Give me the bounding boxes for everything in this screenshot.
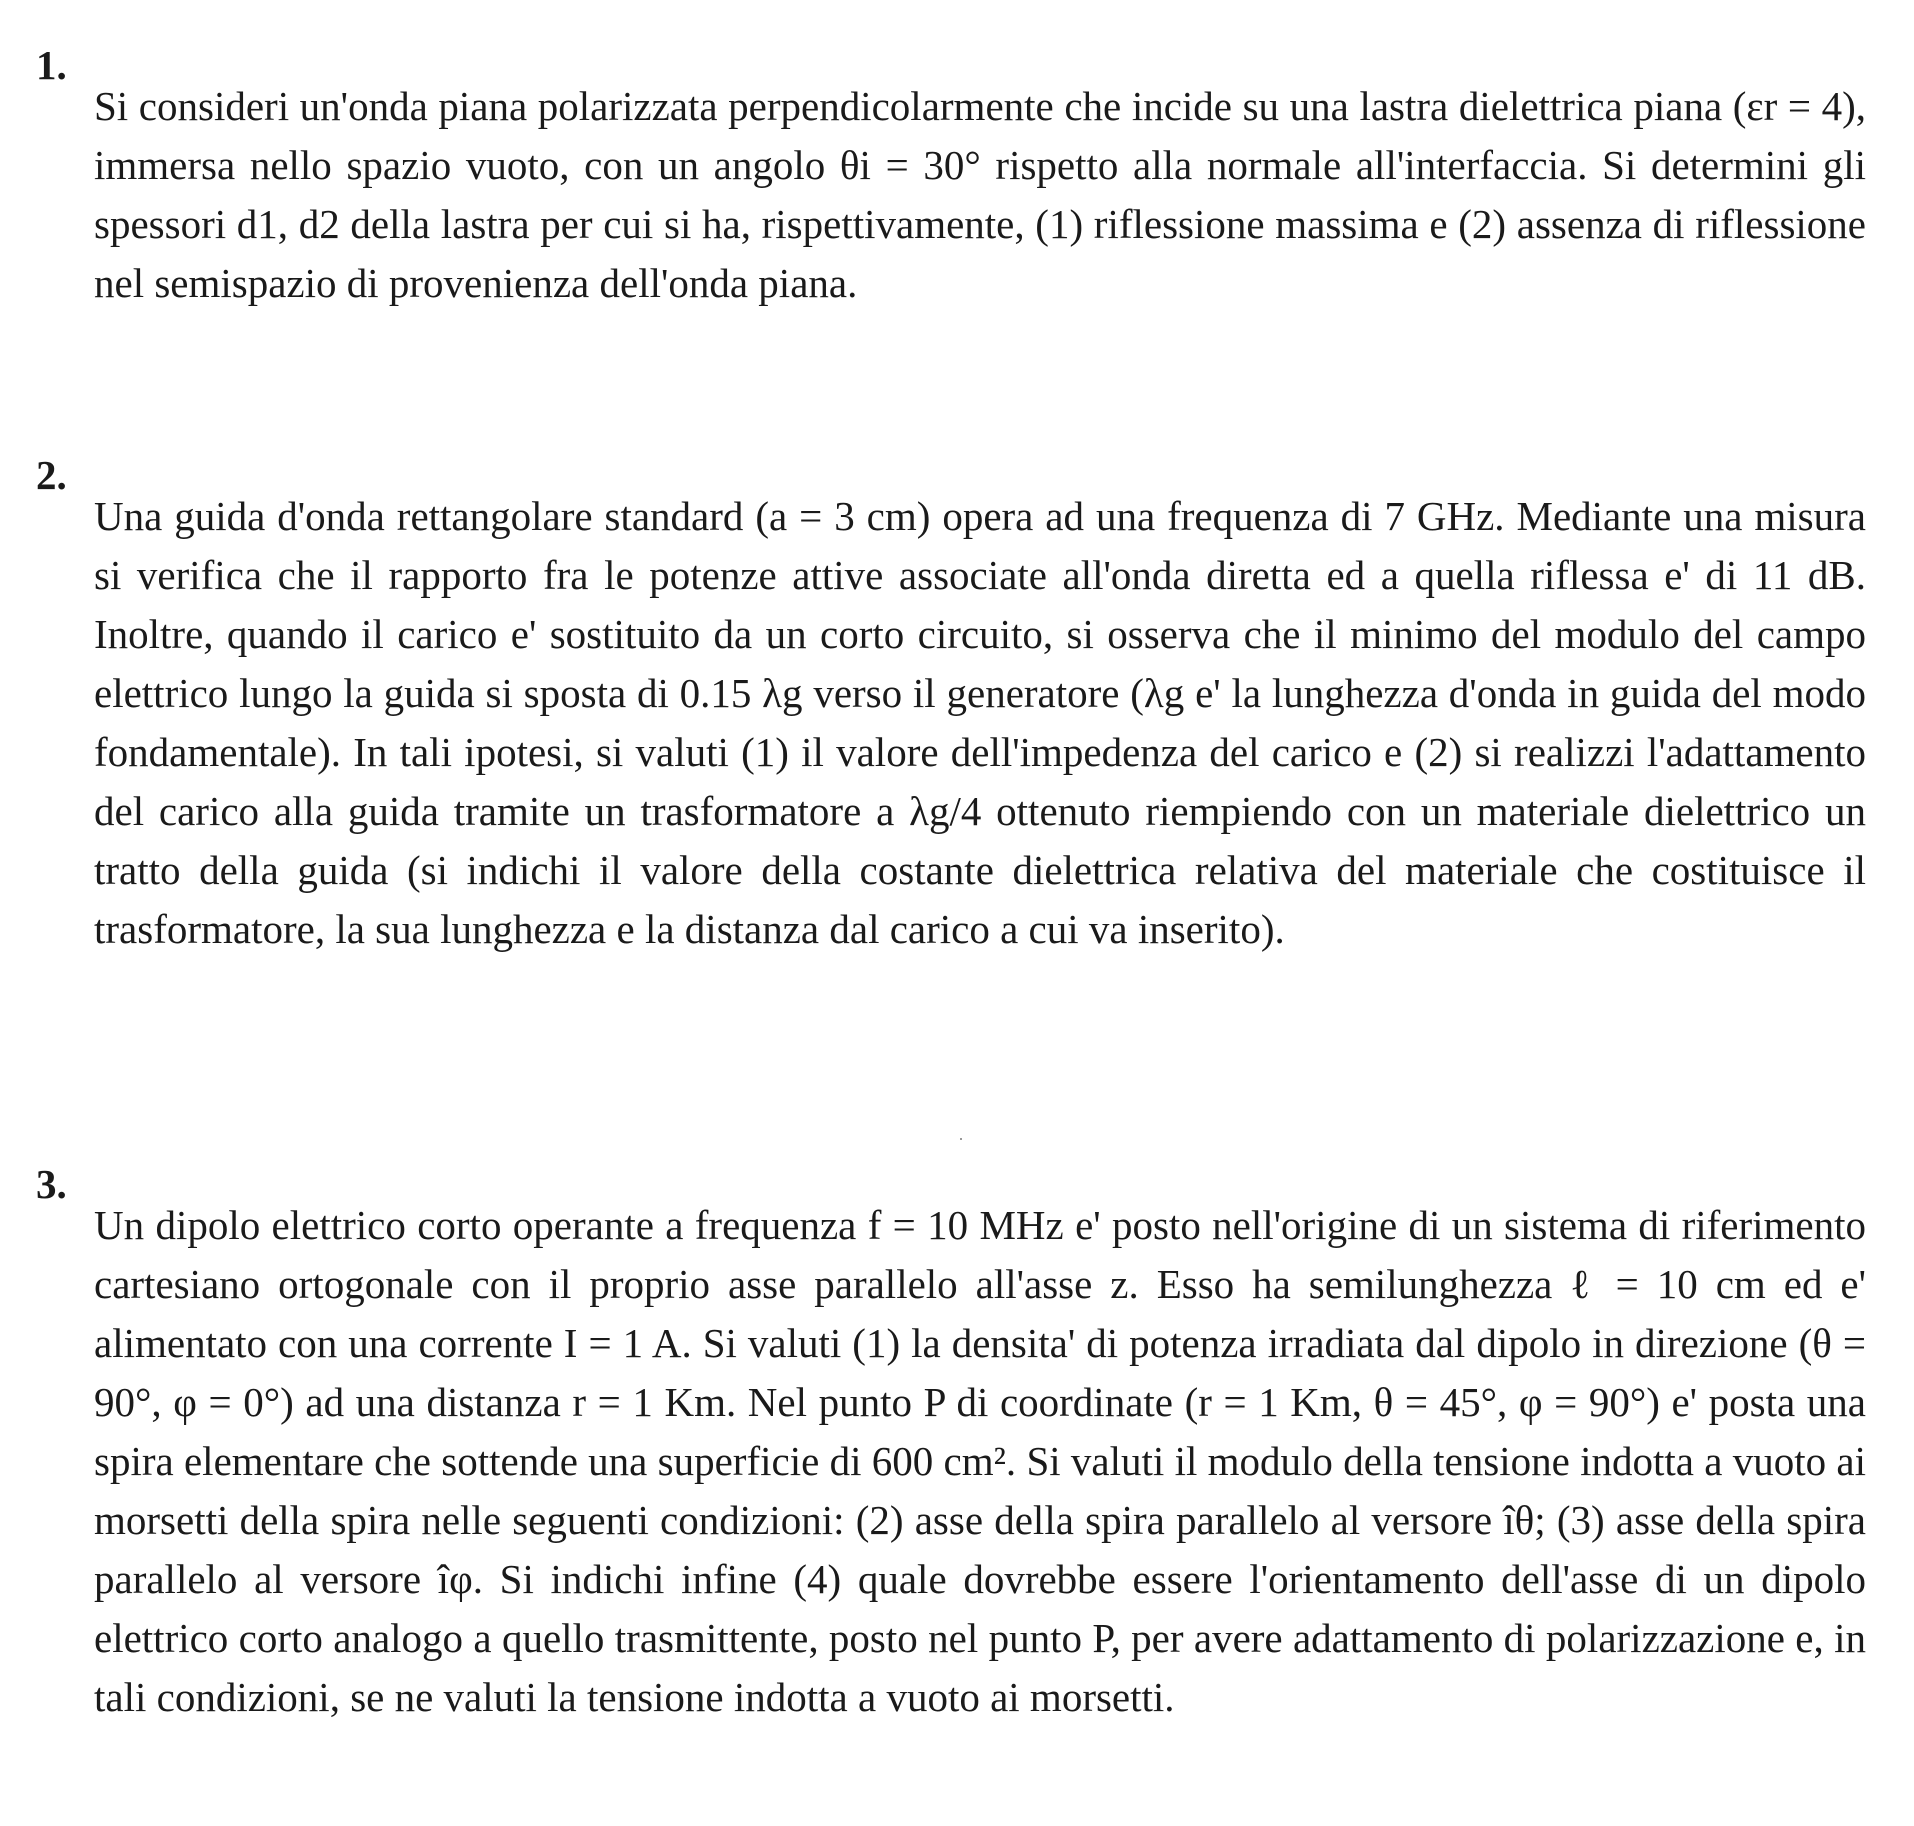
problem-text: Si consideri un'onda piana polarizzata perpendicolarmente che incide su una lastra dielettrica piana (εr = 4), immersa nello spazio vuoto, con un angolo θi = 30° rispetto alla normale all'interfaccia. Si determini gli spessori d1, d2 della lastra per cui si ha, rispettivamente, (1) riflessione massima e (2) assenza di riflessione nel semispazio di provenienza dell'onda piana. (94, 83, 1866, 306)
problem-number: 1. (36, 42, 67, 88)
scan-speck (960, 1138, 962, 1140)
problem-1 (36, 36, 1866, 354)
problem-text: Un dipolo elettrico corto operante a frequenza f = 10 MHz e' posto nell'origine di un sistema di riferimento cartesiano ortogonale con il proprio asse parallelo all'asse z. Esso ha semilunghezza ℓ = 10 cm ed e' alimentato con una corrente I = 1 A. Si valuti (1) la densita' di potenza irradiata dal dipolo in direzione (θ = 90°, φ = 0°) ad una distanza r = 1 Km. Nel punto P di coordinate (r = 1 Km, θ = 45°, φ = 90°) e' posta una spira elementare che sottende una superficie di 600 cm². Si valuti il modulo della tensione indotta a vuoto ai morsetti della spira nelle seguenti condizioni: (2) asse della spira parallelo al versore îθ; (3) asse della spira parallelo al versore îφ. Si indichi infine (4) quale dovrebbe essere l'orientamento dell'asse di un dipolo elettrico corto analogo a quello trasmittente, posto nel punto P, per avere adattamento di polarizzazione e, in tali condizioni, se ne valuti la tensione indotta a vuoto ai morsetti. (94, 1202, 1866, 1720)
problem-number: 2. (36, 452, 67, 498)
problem-number: 3. (36, 1161, 67, 1207)
problem-text: Una guida d'onda rettangolare standard (a = 3 cm) opera ad una frequenza di 7 GHz. Mediante una misura si verifica che il rapporto fra le potenze attive associate all'onda diretta ed a quella riflessa e' di 11 dB. Inoltre, quando il carico e' sostituito da un corto circuito, si osserva che il minimo del modulo del campo elettrico lungo la guida si sposta di 0.15 λg verso il generatore (λg e' la lunghezza d'onda in guida del modo fondamentale). In tali ipotesi, si valuti (1) il valore dell'impedenza del carico e (2) si realizzi l'adattamento del carico alla guida tramite un trasformatore a λg/4 ottenuto riempiendo con un materiale dielettrico un tratto della guida (si indichi il valore della costante dielettrica relativa del materiale che costituisce il trasformatore, la sua lunghezza e la distanza dal carico a cui va inserito). (94, 493, 1866, 952)
problem-3 (36, 1155, 1866, 1768)
problem-2 (36, 446, 1866, 1000)
